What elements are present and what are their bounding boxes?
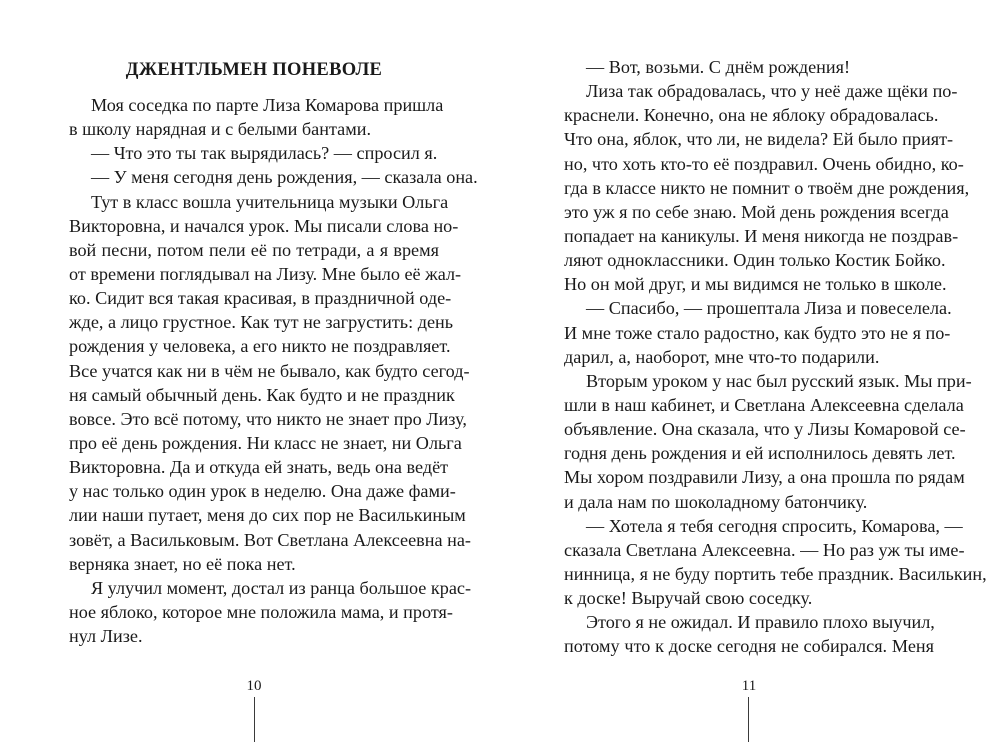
text-line: гда в классе никто не помнит о твоём дне рождения, (564, 177, 970, 198)
text-line: жде, а лицо грустное. Как тут не загрустить: день (69, 312, 454, 333)
text-line: нинница, я не буду портить тебе праздник. Василькин, (564, 563, 987, 584)
text-line: Вторым уроком у нас был русский язык. Мы при- (586, 370, 972, 391)
text-line: вовсе. Это всё потому, что никто не знает про Лизу, (69, 408, 467, 429)
text-line: Моя соседка по парте Лиза Комарова пришла (91, 95, 444, 115)
text-line: — Вот, возьми. С днём рождения! (586, 57, 851, 77)
text-line: дарил, а, наоборот, мне что-то подарили. (564, 346, 880, 367)
text-line: сказала Светлана Алексеевна. — Но раз уж ты име- (564, 539, 965, 560)
text-line: про её день рождения. Ни класс не знает, ни Ольга (69, 432, 462, 453)
text-line: Я улучил момент, достал из ранца большое крас- (91, 577, 472, 598)
text-line: ня самый обычный день. Как будто и не праздник (69, 384, 455, 405)
text-line: Что она, яблок, что ли, не видела? Ей было прият- (564, 129, 954, 150)
page-number: 11 (741, 678, 757, 694)
text-line: И мне тоже стало радостно, как будто это не я по- (564, 322, 951, 343)
text-line: к доске! Выручай свою соседку. (564, 588, 813, 609)
text-line: вой песни, потом пели её по тетради, а я время (69, 239, 439, 260)
text-line: Все учатся как ни в чём не бывало, как будто сегод- (69, 360, 470, 381)
text-line: — Что это ты так вырядилась? — спросил я. (91, 143, 438, 164)
text-line: в школу нарядная и с белыми бантами. (69, 119, 372, 140)
right-page-text (564, 55, 987, 659)
text-line: — У меня сегодня день рождения, — сказала она. (91, 167, 478, 188)
text-line: рождения у человека, а его никто не поздравляет. (69, 336, 451, 357)
text-line: Викторовна. Да и откуда ей знать, ведь она ведёт (69, 457, 449, 478)
text-line: потому что к доске сегодня не собирался. Меня (564, 636, 934, 657)
text-line: — Спасибо, — прошептала Лиза и повеселела. (586, 298, 952, 319)
text-line: Лиза так обрадовалась, что у неё даже щёки по- (586, 81, 958, 102)
text-line: от времени поглядывал на Лизу. Мне было её жал- (69, 263, 462, 284)
text-line: — Хотела я тебя сегодня спросить, Комарова, — (586, 515, 963, 536)
text-line: шли в наш кабинет, и Светлана Алексеевна сделала (564, 394, 964, 415)
text-line: зовёт, а Васильковым. Вот Светлана Алексеевна на- (69, 529, 471, 550)
text-line: Викторовна, и начался урок. Мы писали слова но- (69, 215, 459, 236)
left-page-text (69, 93, 478, 648)
text-line: Но он мой друг, и мы видимся не только в школе. (564, 274, 947, 295)
text-line: Этого я не ожидал. И правило плохо выучил, (586, 612, 935, 633)
text-line: ко. Сидит вся такая красивая, в праздничной оде- (69, 288, 452, 309)
text-line: годня день рождения и ей исполнилось девять лет. (564, 443, 956, 464)
text-line: лии наши путает, меня до сих пор не Василькиным (69, 505, 466, 526)
text-line: но, что хоть кто-то её поздравил. Очень обидно, ко- (564, 153, 964, 174)
text-line: Тут в класс вошла учительница музыки Ольга (91, 191, 449, 212)
text-line: и дала нам по шоколадному батончику. (564, 491, 868, 512)
chapter-title: ДЖЕНТЛЬМЕН ПОНЕВОЛЕ (125, 60, 383, 80)
text-line: ное яблоко, которое мне положила мама, и протя- (69, 601, 453, 622)
text-line: краснели. Конечно, она не яблоку обрадовалась. (564, 105, 939, 126)
text-line: попадает на каникулы. И меня никогда не поздрав- (564, 225, 959, 246)
text-line: верняка знает, но её пока нет. (69, 553, 296, 574)
page-number: 10 (246, 678, 262, 694)
text-line: нул Лизе. (69, 626, 143, 647)
text-line: ляют одноклассники. Один только Костик Бойко. (564, 250, 946, 271)
page-number-rule (748, 697, 749, 742)
page-number-rule (254, 697, 255, 742)
text-line: объявление. Она сказала, что у Лизы Комаровой се- (564, 419, 966, 440)
text-line: у нас только один урок в неделю. Она даже фами- (69, 481, 456, 502)
text-line: это уж я по себе знаю. Мой день рождения всегда (564, 201, 949, 222)
text-line: Мы хором поздравили Лизу, а она прошла по рядам (564, 467, 965, 488)
